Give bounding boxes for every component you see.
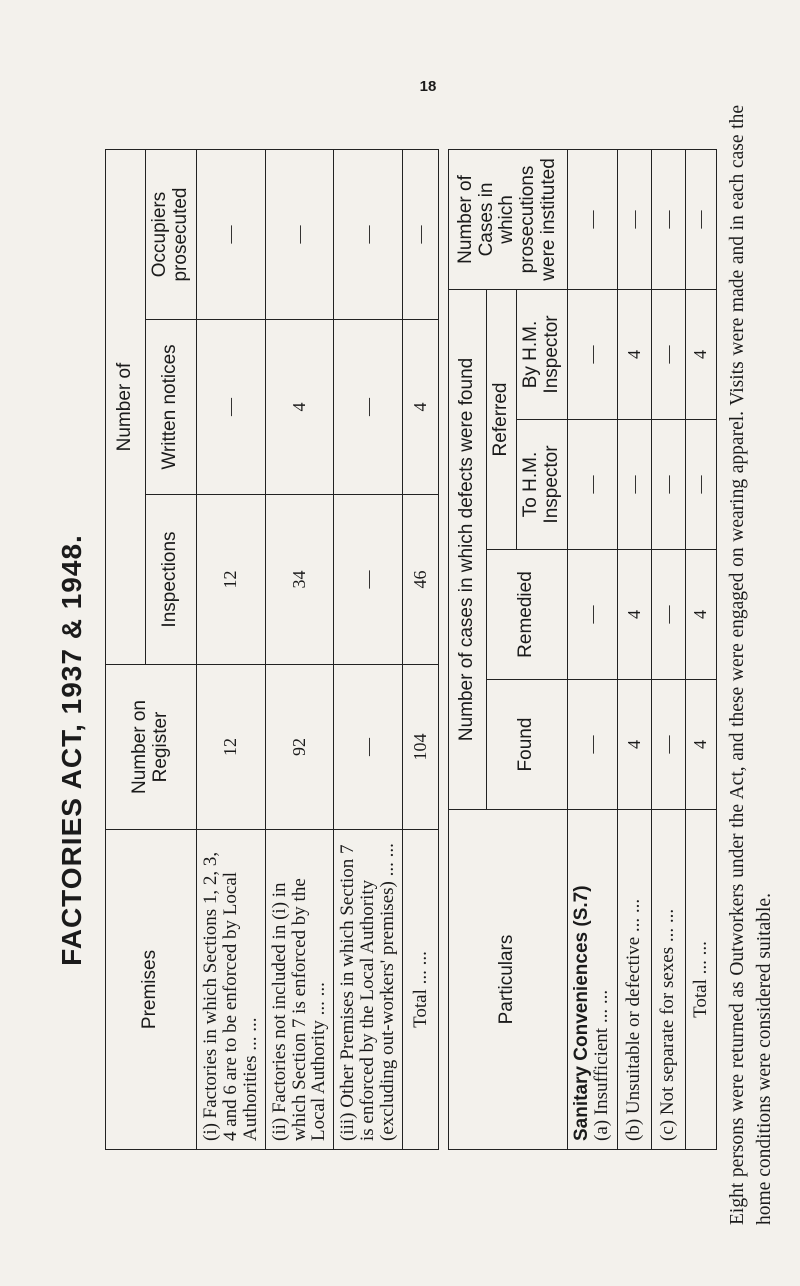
header-referred: Referred [487, 289, 517, 549]
header-by-hm-inspector: By H.M. Inspector [516, 289, 567, 419]
by-hm-value: 4 [685, 289, 716, 419]
prosecuted-value: — [265, 150, 334, 320]
table-row [651, 149, 685, 1149]
page-title: FACTORIES ACT, 1937 & 1948. [56, 534, 87, 966]
notices-value: 4 [265, 320, 334, 495]
found-value: 4 [685, 680, 716, 810]
row-label: (i) Factories in which Sections 1, 2, 3, 4 and 6 are to be enforced by Local Authorities ... ... [196, 830, 265, 1150]
register-value: 104 [403, 665, 439, 830]
to-hm-value: — [685, 420, 716, 550]
header-premises: Premises [106, 830, 197, 1150]
header-found: Found [487, 680, 568, 810]
inspections-value: — [334, 495, 403, 665]
remedied-value: — [567, 550, 617, 680]
header-to-hm-inspector: To H.M. Inspector [516, 420, 567, 550]
header-particulars: Particulars [449, 810, 568, 1150]
table-row [265, 150, 334, 1150]
prosecutions-value: — [651, 149, 685, 289]
table-row [617, 149, 651, 1149]
found-value: 4 [617, 680, 651, 810]
register-value: 92 [265, 665, 334, 830]
by-hm-value: — [567, 289, 617, 419]
to-hm-value: — [617, 420, 651, 550]
found-value: — [567, 680, 617, 810]
remedied-value: 4 [685, 550, 716, 680]
prosecuted-value: — [403, 150, 439, 320]
row-label: (iii) Other Premises in which Section 7 is enforced by the Local Authority (excluding out-workers' premises) ... ... [334, 830, 403, 1150]
prosecuted-value: — [196, 150, 265, 320]
premises-table [105, 149, 439, 1150]
section-heading: Sanitary Conveniences (S.7) [571, 885, 593, 1141]
remedied-value: — [651, 550, 685, 680]
premises-table-wrapper [105, 149, 439, 1150]
row-label [567, 810, 617, 1150]
row-label: (c) Not separate for sexes ... ... [651, 810, 685, 1150]
prosecuted-value: — [334, 150, 403, 320]
header-register: Number on Register [106, 665, 197, 830]
prosecutions-value: — [567, 149, 617, 289]
inspections-value: 12 [196, 495, 265, 665]
notices-value: — [196, 320, 265, 495]
by-hm-value: — [651, 289, 685, 419]
to-hm-value: — [567, 420, 617, 550]
inspections-value: 34 [265, 495, 334, 665]
page-number: 18 [419, 78, 437, 95]
defects-table [448, 149, 717, 1150]
inspections-value: 46 [403, 495, 439, 665]
found-value: — [651, 680, 685, 810]
notices-value: — [334, 320, 403, 495]
register-value: 12 [196, 665, 265, 830]
header-remedied: Remedied [487, 550, 568, 680]
table-row-total [403, 150, 439, 1150]
table-row [334, 150, 403, 1150]
defects-table-wrapper [448, 149, 717, 1150]
header-written-notices: Written notices [146, 320, 197, 495]
outworkers-footnote: Eight persons were returned as Outworkers under the Act, and these were engaged on wearing apparel. Visits were made and in each case the home conditions were considered suitable. [727, 105, 775, 1225]
header-number-of: Number of [106, 150, 146, 665]
prosecutions-value: — [685, 149, 716, 289]
row-label-a: (a) Insufficient ... ... [591, 989, 613, 1141]
row-label: (ii) Factories not included in (i) in which Section 7 is enforced by the Local Authority ... ... [265, 830, 334, 1150]
table-row [196, 150, 265, 1150]
remedied-value: 4 [617, 550, 651, 680]
to-hm-value: — [651, 420, 685, 550]
table-row [567, 149, 617, 1149]
prosecutions-value: — [617, 149, 651, 289]
row-label: Total ... ... [403, 830, 439, 1150]
notices-value: 4 [403, 320, 439, 495]
table-row-total [685, 149, 716, 1149]
header-prosecutions: Number of Cases in which prosecutions were instituted [449, 149, 568, 289]
header-inspections: Inspections [146, 495, 197, 665]
by-hm-value: 4 [617, 289, 651, 419]
header-occupiers-prosecuted: Occupiers prosecuted [146, 150, 197, 320]
row-label: Total ... ... [685, 810, 716, 1150]
row-label: (b) Unsuitable or defective ... ... [617, 810, 651, 1150]
register-value: — [334, 665, 403, 830]
header-defects-found: Number of cases in which defects were found [449, 289, 487, 809]
